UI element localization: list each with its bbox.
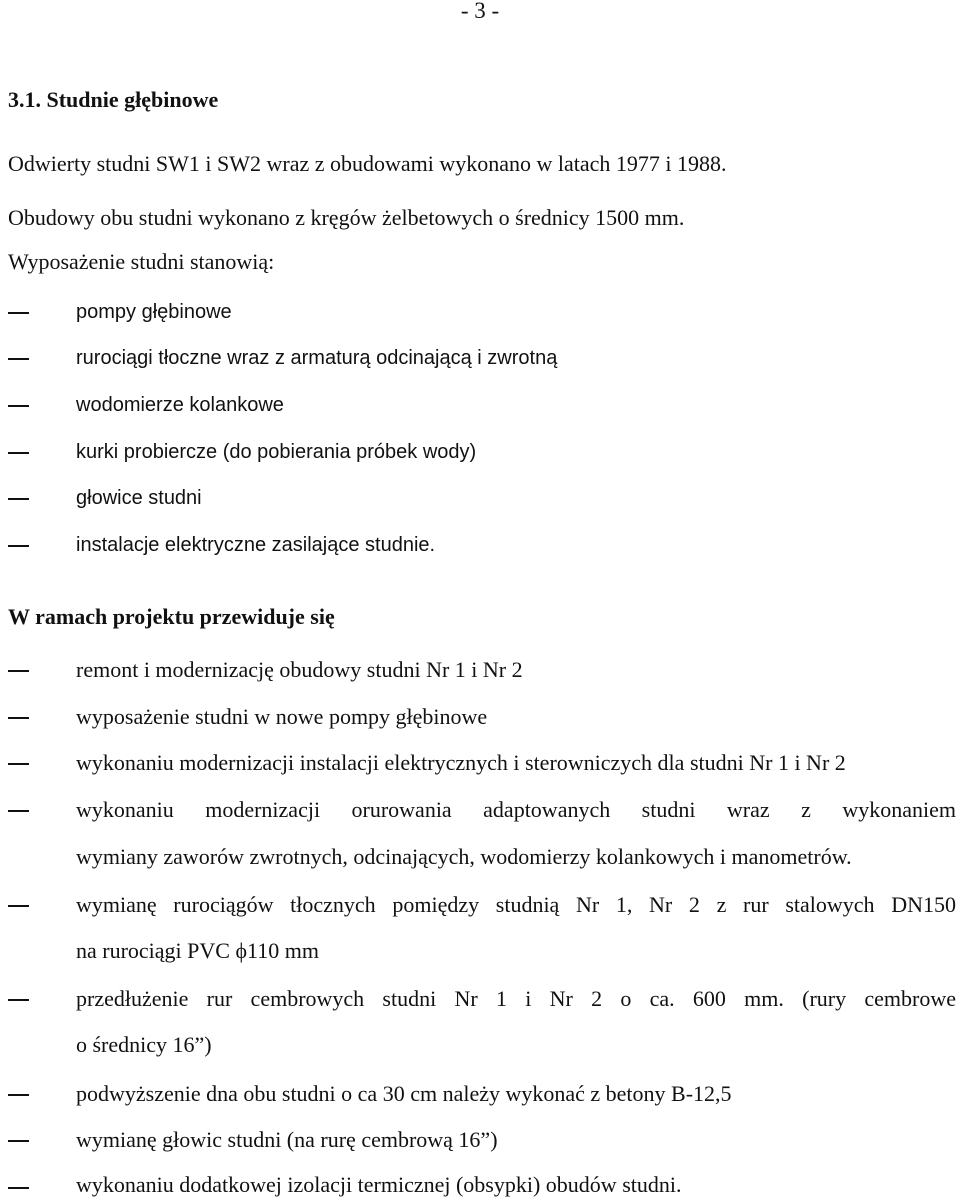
project-item: wykonaniu modernizacji orurowania adaptowanych studni wraz z wykonaniem bbox=[76, 797, 956, 822]
list-dash bbox=[8, 405, 29, 407]
project-item: wymianę rurociągów tłocznych pomiędzy studnią Nr 1, Nr 2 z rur stalowych DN150 bbox=[76, 892, 956, 917]
equipment-item: wodomierze kolankowe bbox=[76, 394, 284, 416]
intro-line-3: Wyposażenie studni stanowią: bbox=[8, 249, 275, 274]
intro-line-2: Obudowy obu studni wykonano z kręgów żelbetowych o średnicy 1500 mm. bbox=[8, 205, 685, 230]
project-item: przedłużenie rur cembrowych studni Nr 1 i Nr 2 o ca. 600 mm. (rury cembrowe bbox=[76, 986, 956, 1011]
project-item: remont i modernizację obudowy studni Nr 1 i Nr 2 bbox=[76, 657, 523, 682]
intro-line-1: Odwierty studni SW1 i SW2 wraz z obudowami wykonano w latach 1977 i 1988. bbox=[8, 151, 727, 176]
project-item: wyposażenie studni w nowe pompy głębinowe bbox=[76, 704, 488, 729]
list-dash bbox=[8, 670, 29, 672]
list-dash bbox=[8, 312, 29, 314]
list-dash bbox=[8, 999, 29, 1001]
list-dash bbox=[8, 358, 29, 360]
list-dash bbox=[8, 905, 29, 907]
list-dash bbox=[8, 810, 29, 812]
list-dash bbox=[8, 498, 29, 500]
project-item-continuation: wymiany zaworów zwrotnych, odcinających, wodomierzy kolankowych i manometrów. bbox=[76, 844, 852, 869]
section-heading: 3.1. Studnie głębinowe bbox=[8, 87, 219, 112]
list-dash bbox=[8, 717, 29, 719]
project-item: wymianę głowic studni (na rurę cembrową 16”) bbox=[76, 1127, 498, 1152]
project-heading: W ramach projektu przewiduje się bbox=[8, 604, 335, 629]
list-dash bbox=[8, 1094, 29, 1096]
equipment-item: kurki probiercze (do pobierania próbek wody) bbox=[76, 441, 477, 463]
project-item: wykonaniu modernizacji instalacji elektrycznych i sterowniczych dla studni Nr 1 i Nr 2 bbox=[76, 750, 846, 775]
list-dash bbox=[8, 1187, 29, 1189]
project-item-continuation: na rurociągi PVC ϕ110 mm bbox=[76, 938, 319, 963]
list-dash bbox=[8, 545, 29, 547]
equipment-item: głowice studni bbox=[76, 487, 202, 509]
equipment-item: pompy głębinowe bbox=[76, 301, 232, 323]
project-item: wykonaniu dodatkowej izolacji termicznej (obsypki) obudów studni. bbox=[76, 1172, 682, 1197]
project-item-continuation: o średnicy 16”) bbox=[76, 1032, 212, 1057]
project-item: podwyższenie dna obu studni o ca 30 cm należy wykonać z betony B-12,5 bbox=[76, 1081, 732, 1106]
list-dash bbox=[8, 452, 29, 454]
page-number: - 3 - bbox=[460, 0, 500, 23]
list-dash bbox=[8, 763, 29, 765]
list-dash bbox=[8, 1140, 29, 1142]
equipment-item: rurociągi tłoczne wraz z armaturą odcinającą i zwrotną bbox=[76, 347, 558, 369]
equipment-item: instalacje elektryczne zasilające studnie. bbox=[76, 534, 436, 556]
